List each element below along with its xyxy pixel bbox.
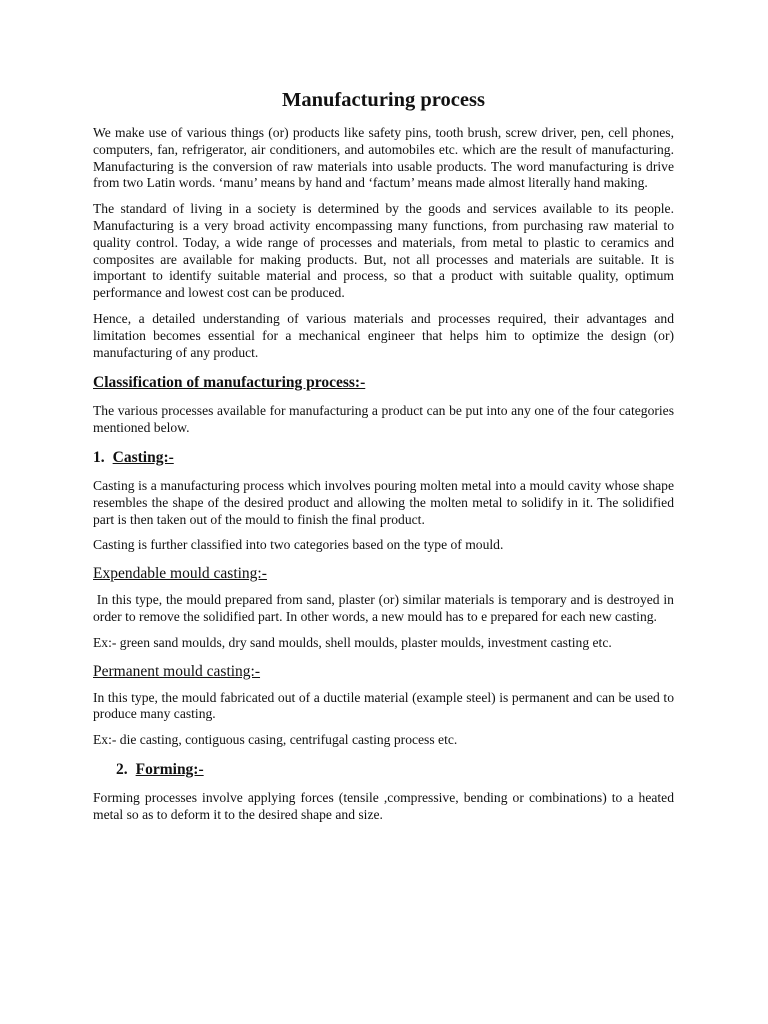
casting-number: 1. — [93, 448, 105, 466]
document-title: Manufacturing process — [282, 89, 485, 111]
intro-paragraph-2: The standard of living in a society is determined by the goods and services available to its people. Manufacturing is a very broad activity encompassing many functions, from purchasing raw material to quality control. Today, a wide range of processes and materials, from metal to plastic to ceramics and composites are available for making products. But, not all processes and materials are suitable. It is important to identify suitable material and process, so that a product with suitable quality, optimum performance and lowest cost can be produced. — [93, 201, 674, 301]
classification-text: The various processes available for manufacturing a product can be put into any one of the four categories mentioned below. — [93, 403, 674, 436]
casting-heading — [93, 448, 674, 468]
permanent-example: Ex:- die casting, contiguous casing, centrifugal casting process etc. — [93, 732, 458, 748]
permanent-heading: Permanent mould casting:- — [93, 662, 261, 680]
forming-text: Forming processes involve applying forces (tensile ,compressive, bending or combinations) to a heated metal so as to deform it to the desired shape and size. — [93, 789, 674, 822]
classification-heading: Classification of manufacturing process:- — [93, 374, 366, 392]
expendable-text: In this type, the mould prepared from sand, plaster (or) similar materials is temporary and is destroyed in order to remove the solidified part. In other words, a new mould has to e prepared for each new casting. — [93, 592, 678, 624]
casting-heading-label: Casting:- — [112, 448, 174, 466]
forming-heading-label: Forming:- — [135, 760, 204, 778]
permanent-text: In this type, the mould fabricated out of a ductile material (example steel) is permanent and can be used to produce many casting. — [93, 689, 674, 722]
casting-paragraph-1: Casting is a manufacturing process which involves pouring molten metal into a mould cavity whose shape resembles the shape of the desired product and allowing the molten metal to solidify in it. The solidified part is then taken out of the mould to finish the final product. — [93, 477, 674, 527]
intro-paragraph-1: We make use of various things (or) products like safety pins, tooth brush, screw driver, pen, cell phones, computers, fan, refrigerator, air conditioners, and automobiles etc. which are the result of manufacturing. Manufacturing is the conversion of raw materials into usable products. The word manufacturing is drive from two Latin words. ‘manu’ means by hand and ‘factum’ means made almost literally hand making. — [93, 125, 674, 191]
expendable-example: Ex:- green sand moulds, dry sand moulds, shell moulds, plaster moulds, investment casting etc. — [93, 634, 612, 650]
intro-paragraph-3: Hence, a detailed understanding of various materials and processes required, their advantages and limitation becomes essential for a mechanical engineer that helps him to optimize the design (or) manufacturing of any product. — [93, 310, 674, 360]
forming-number: 2. — [116, 760, 128, 778]
casting-paragraph-2: Casting is further classified into two categories based on the type of mould. — [93, 537, 504, 553]
document-page — [93, 88, 678, 833]
expendable-heading: Expendable mould casting:- — [93, 565, 267, 583]
forming-heading — [93, 760, 674, 780]
